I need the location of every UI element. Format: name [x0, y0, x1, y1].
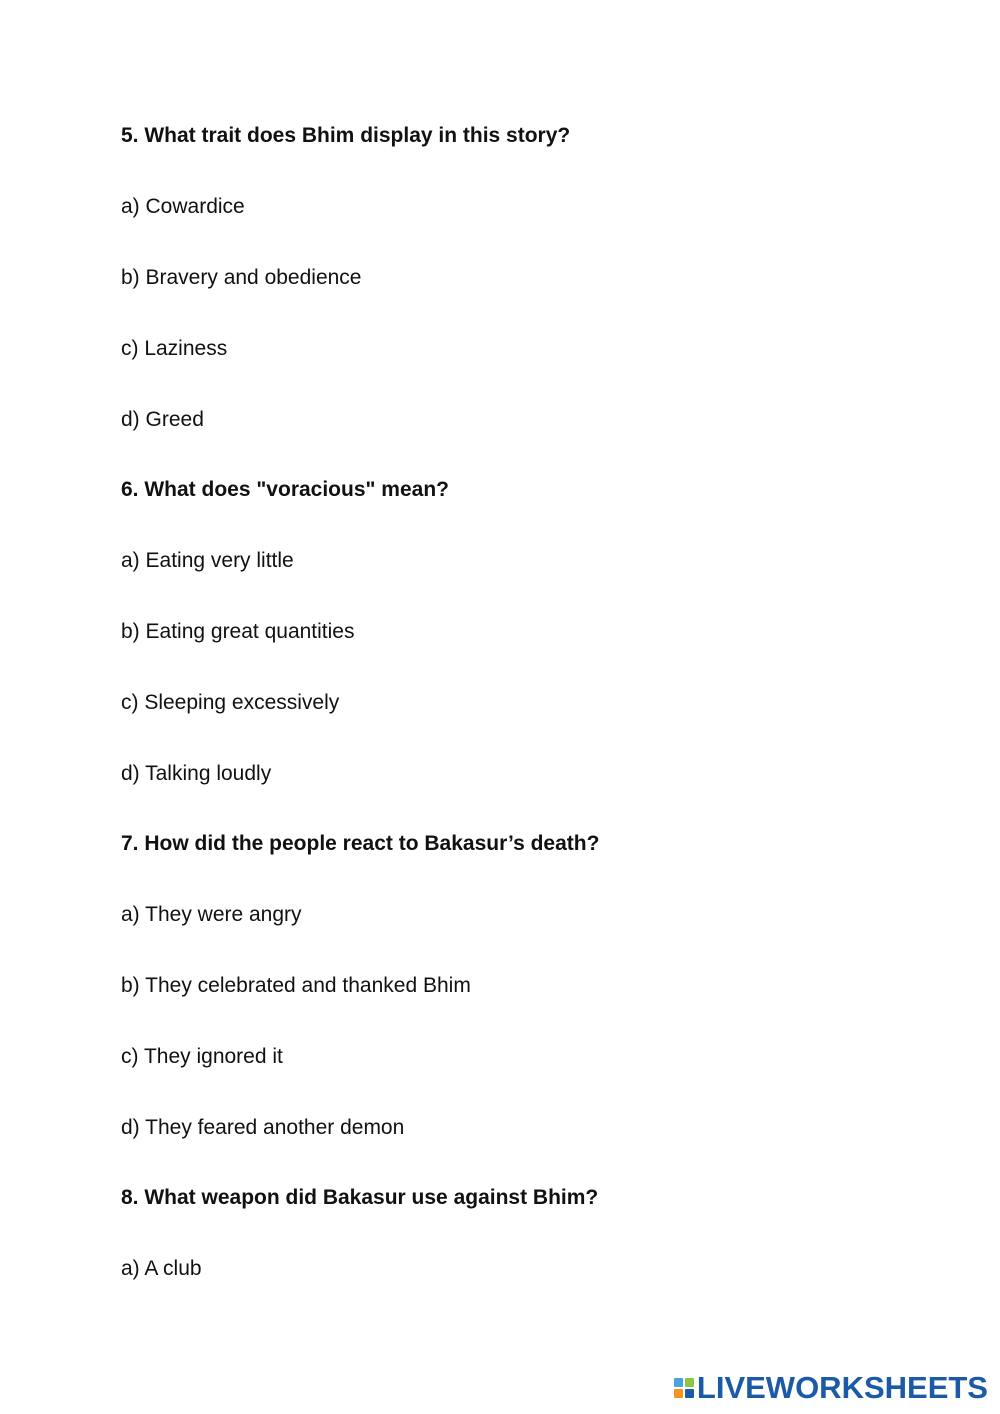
- liveworksheets-logo: [674, 1372, 988, 1404]
- question-5-option-c: c) Laziness: [121, 337, 228, 360]
- question-8-option-a: a) A club: [121, 1257, 202, 1280]
- question-6-option-b: b) Eating great quantities: [121, 620, 355, 643]
- logo-text: LIVEWORKSHEETS: [696, 1370, 988, 1405]
- question-6-option-c: c) Sleeping excessively: [121, 691, 340, 714]
- question-5-option-d: d) Greed: [121, 408, 204, 431]
- question-5-option-b: b) Bravery and obedience: [121, 266, 362, 289]
- question-6-option-d: d) Talking loudly: [121, 762, 272, 785]
- question-6-option-a: a) Eating very little: [121, 549, 294, 572]
- liveworksheets-logo-icon: [674, 1378, 694, 1398]
- question-7-option-b: b) They celebrated and thanked Bhim: [121, 974, 471, 997]
- question-6: 6. What does "voracious" mean?: [121, 478, 449, 501]
- question-7: 7. How did the people react to Bakasur’s death?: [121, 832, 600, 855]
- question-5: 5. What trait does Bhim display in this story?: [121, 124, 571, 147]
- question-5-option-a: a) Cowardice: [121, 195, 245, 218]
- question-7-option-a: a) They were angry: [121, 903, 302, 926]
- question-8: 8. What weapon did Bakasur use against Bhim?: [121, 1186, 599, 1209]
- question-7-option-d: d) They feared another demon: [121, 1116, 405, 1139]
- question-7-option-c: c) They ignored it: [121, 1045, 283, 1068]
